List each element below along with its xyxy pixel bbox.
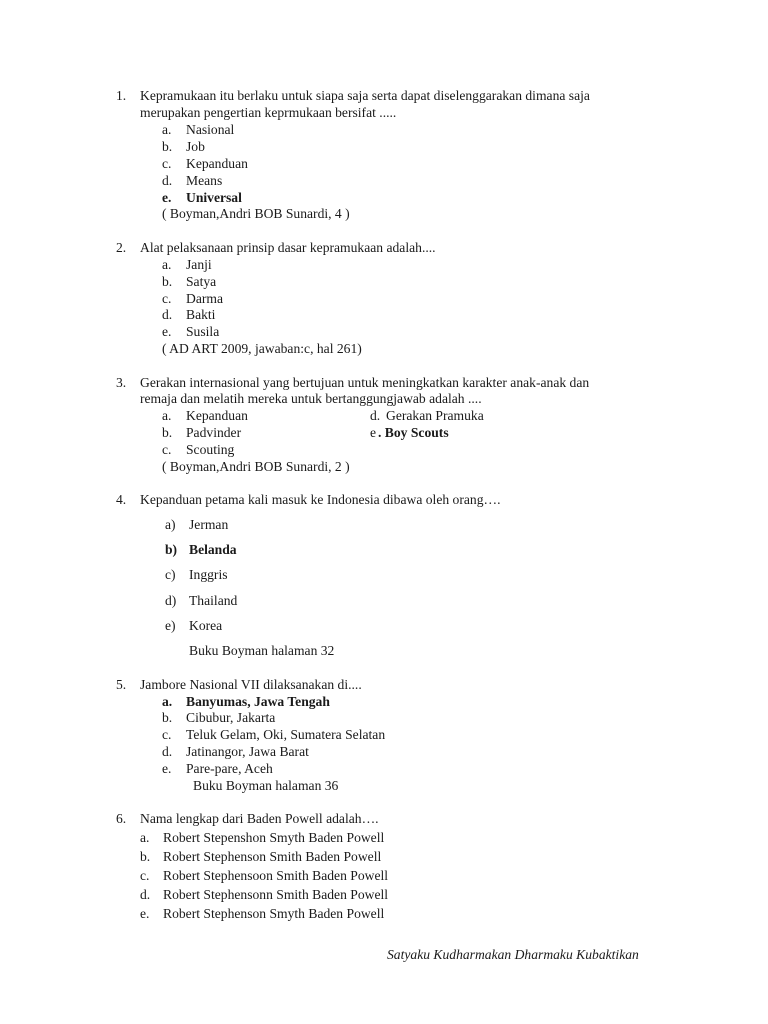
question-number: 2. [116, 240, 127, 255]
option-letter: e. [162, 324, 172, 339]
option-text: Pare-pare, Aceh [186, 761, 273, 776]
question-number: 6. [116, 811, 127, 826]
option-text: Kepanduan [186, 156, 248, 171]
option-letter: a) [165, 517, 176, 532]
question-text: Alat pelaksanaan prinsip dasar kepramukaan adalah.... [140, 240, 436, 255]
page-footer: Satyaku Kudharmakan Dharmaku Kubaktikan [387, 947, 639, 962]
option-text: Susila [186, 324, 220, 339]
option-text: Bakti [186, 307, 216, 322]
option-letter: d. [162, 744, 173, 759]
option-text: Robert Stephensoon Smith Baden Powell [163, 868, 389, 883]
question-text: Nama lengkap dari Baden Powell adalah…. [140, 811, 379, 826]
option-text: Padvinder [186, 425, 242, 440]
option-text: Robert Stephensonn Smith Baden Powell [163, 887, 389, 902]
option-letter-answer: e [370, 425, 377, 440]
option-text: Nasional [186, 122, 235, 137]
question-number: 5. [116, 677, 127, 692]
option-letter: c. [162, 442, 172, 457]
option-text: Robert Stepenshon Smyth Baden Powell [163, 830, 385, 845]
question-number: 3. [116, 375, 127, 390]
option-text: Janji [186, 257, 212, 272]
option-text: Jatinangor, Jawa Barat [186, 744, 309, 759]
option-letter-answer: b) [165, 542, 178, 557]
question-text: Jambore Nasional VII dilaksanakan di.... [140, 677, 362, 692]
source-reference: Buku Boyman halaman 36 [193, 778, 339, 793]
option-letter: c. [162, 727, 172, 742]
option-text: Teluk Gelam, Oki, Sumatera Selatan [186, 727, 386, 742]
question-text: merupakan pengertian keprmukaan bersifat ..... [140, 105, 397, 120]
option-letter: a. [140, 830, 150, 845]
option-letter: b. [140, 849, 151, 864]
option-text: Inggris [189, 567, 228, 582]
option-letter-answer: e. [162, 190, 172, 205]
option-letter: a. [162, 257, 172, 272]
option-letter: d. [370, 408, 381, 423]
option-letter: e. [140, 906, 150, 921]
option-letter: c. [140, 868, 150, 883]
option-letter: c. [162, 291, 172, 306]
option-text: Means [186, 173, 223, 188]
question-number: 4. [116, 492, 127, 507]
option-letter: c. [162, 156, 172, 171]
option-letter: a. [162, 408, 172, 423]
option-text: Robert Stephenson Smyth Baden Powell [163, 906, 385, 921]
option-text-answer: Banyumas, Jawa Tengah [186, 694, 330, 709]
option-letter: b. [162, 274, 173, 289]
question-text: remaja dan melatih mereka untuk bertanggungjawab adalah .... [140, 391, 482, 406]
question-text: Kepanduan petama kali masuk ke Indonesia dibawa oleh orang…. [140, 492, 501, 507]
option-text: Cibubur, Jakarta [186, 710, 276, 725]
source-reference: Buku Boyman halaman 32 [189, 643, 335, 658]
source-reference: ( Boyman,Andri BOB Sunardi, 2 ) [162, 459, 350, 474]
option-text: Robert Stephenson Smith Baden Powell [163, 849, 382, 864]
option-letter: d) [165, 593, 177, 608]
option-text: Kepanduan [186, 408, 248, 423]
source-reference: ( AD ART 2009, jawaban:c, hal 261) [162, 341, 362, 356]
option-text: Korea [189, 618, 223, 633]
question-text: Gerakan internasional yang bertujuan untuk meningkatkan karakter anak-anak dan [140, 375, 590, 390]
option-text: Satya [186, 274, 217, 289]
option-text-answer: . Boy Scouts [378, 425, 449, 440]
option-letter-answer: a. [162, 694, 173, 709]
option-letter: d. [162, 173, 173, 188]
option-letter: c) [165, 567, 176, 582]
source-reference: ( Boyman,Andri BOB Sunardi, 4 ) [162, 206, 350, 221]
option-letter: a. [162, 122, 172, 137]
option-text: Darma [186, 291, 223, 306]
option-letter: b. [162, 710, 173, 725]
option-text: Gerakan Pramuka [386, 408, 484, 423]
option-letter: d. [140, 887, 151, 902]
option-letter: d. [162, 307, 173, 322]
option-text: Jerman [189, 517, 229, 532]
option-letter: e) [165, 618, 176, 633]
option-text: Thailand [189, 593, 238, 608]
option-text-answer: Belanda [189, 542, 237, 557]
question-text: Kepramukaan itu berlaku untuk siapa saja serta dapat diselenggarakan dimana saja [140, 88, 590, 103]
question-number: 1. [116, 88, 127, 103]
option-text: Job [186, 139, 205, 154]
option-letter: b. [162, 139, 173, 154]
option-letter: e. [162, 761, 172, 776]
option-text-answer: Universal [186, 190, 242, 205]
option-text: Scouting [186, 442, 235, 457]
option-letter: b. [162, 425, 173, 440]
